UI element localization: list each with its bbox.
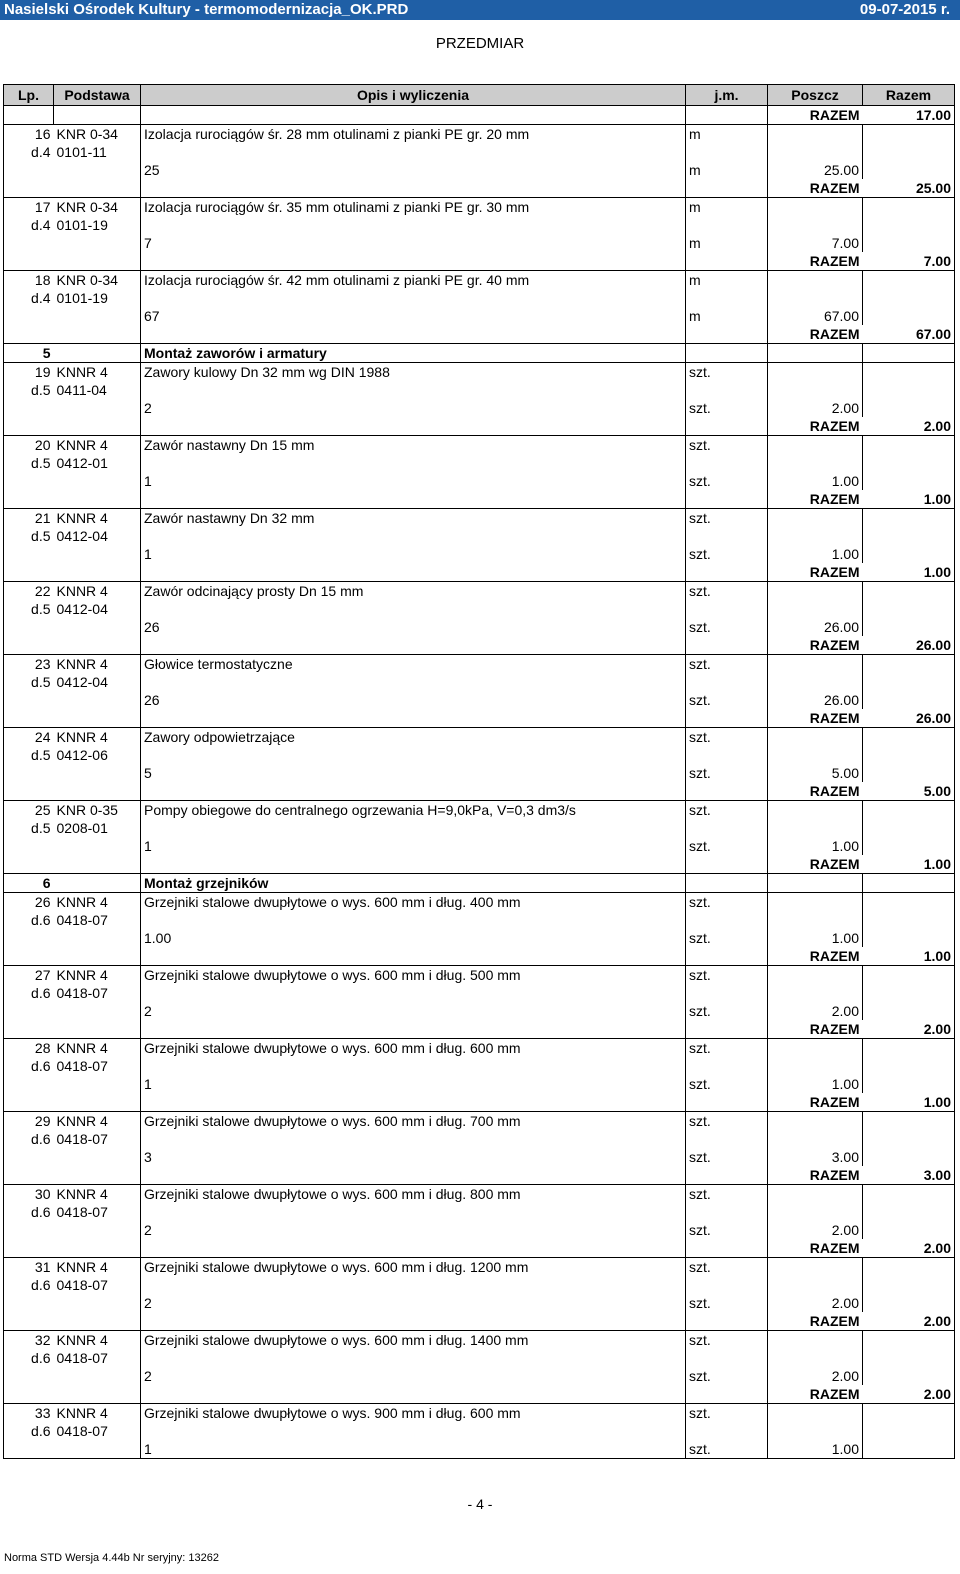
razem-value: 2.00: [863, 1239, 955, 1258]
item-description: Grzejniki stalowe dwupłytowe o wys. 600 mm i dług. 1200 mm: [141, 1258, 686, 1277]
item-lp: 17: [4, 198, 54, 217]
item-lp-sub: d.6: [4, 984, 54, 1002]
item-row: [4, 509, 955, 528]
item-unit: szt.: [686, 582, 768, 601]
calc-row: [4, 234, 955, 252]
calc-row: [4, 1221, 955, 1239]
page-number: - 4 -: [467, 1496, 493, 1512]
calc-unit: szt.: [686, 929, 768, 947]
calc-row: [4, 929, 955, 947]
calc-unit: m: [686, 161, 768, 179]
item-lp: 22: [4, 582, 54, 601]
col-header-opis: Opis i wyliczenia: [141, 85, 686, 106]
item-base: KNNR 4: [54, 1404, 141, 1423]
item-unit: szt.: [686, 893, 768, 912]
item-lp-sub: d.4: [4, 143, 54, 161]
item-base: KNNR 4: [54, 1185, 141, 1204]
calc-value: 1.00: [768, 929, 863, 947]
calc-value: 1.00: [768, 1075, 863, 1093]
item-unit: szt.: [686, 1039, 768, 1058]
item-row: [4, 1039, 955, 1058]
item-row: [4, 893, 955, 912]
item-lp-sub: d.6: [4, 1130, 54, 1148]
razem-row: [4, 709, 955, 728]
item-row-cont: [4, 1130, 955, 1148]
calc-row: [4, 1148, 955, 1166]
item-row-cont: [4, 911, 955, 929]
item-lp: 23: [4, 655, 54, 674]
item-row: [4, 1404, 955, 1423]
razem-label: RAZEM: [768, 563, 863, 582]
calc-value: 2.00: [768, 1367, 863, 1385]
calc-row: [4, 1075, 955, 1093]
razem-value: 2.00: [863, 1312, 955, 1331]
item-description: Grzejniki stalowe dwupłytowe o wys. 900 mm i dług. 600 mm: [141, 1404, 686, 1423]
item-description: Grzejniki stalowe dwupłytowe o wys. 600 mm i dług. 600 mm: [141, 1039, 686, 1058]
item-description: Grzejniki stalowe dwupłytowe o wys. 600 mm i dług. 500 mm: [141, 966, 686, 985]
col-header-poszcz: Poszcz: [768, 85, 863, 106]
item-row-cont: [4, 289, 955, 307]
item-description: Grzejniki stalowe dwupłytowe o wys. 600 mm i dług. 400 mm: [141, 893, 686, 912]
calc-expression: 67: [141, 307, 686, 325]
item-description: Zawór odcinający prosty Dn 15 mm: [141, 582, 686, 601]
document-title: Nasielski Ośrodek Kultury - termomodernizacja_OK.PRD: [4, 1, 409, 18]
section-number: 5: [4, 344, 54, 363]
razem-value: 7.00: [863, 252, 955, 271]
item-lp-sub: d.5: [4, 527, 54, 545]
calc-expression: 3: [141, 1148, 686, 1166]
item-row-cont: [4, 1203, 955, 1221]
razem-value: 2.00: [863, 1385, 955, 1404]
razem-value: 26.00: [863, 636, 955, 655]
item-base-code: 0208-01: [56, 820, 108, 836]
calc-row: [4, 1440, 955, 1459]
calc-expression: 2: [141, 399, 686, 417]
razem-label: RAZEM: [768, 490, 863, 509]
razem-label: RAZEM: [768, 709, 863, 728]
table-header-row: [4, 85, 955, 106]
item-lp-sub: d.6: [4, 1349, 54, 1367]
item-base-code: 0418-07: [56, 1204, 108, 1220]
item-lp-sub: d.6: [4, 1057, 54, 1075]
calc-row: [4, 1294, 955, 1312]
item-row-cont: [4, 1349, 955, 1367]
item-base: KNNR 4: [54, 582, 141, 601]
section-row: [4, 344, 955, 363]
item-lp: 30: [4, 1185, 54, 1204]
item-base: KNNR 4: [54, 655, 141, 674]
item-base: KNNR 4: [54, 1039, 141, 1058]
razem-value: 1.00: [863, 855, 955, 874]
item-row-cont: [4, 143, 955, 161]
calc-unit: szt.: [686, 1221, 768, 1239]
item-base: KNNR 4: [54, 1331, 141, 1350]
razem-row: [4, 1239, 955, 1258]
calc-expression: 26: [141, 691, 686, 709]
calc-expression: 25: [141, 161, 686, 179]
item-unit: m: [686, 198, 768, 217]
item-row-cont: [4, 984, 955, 1002]
calc-expression: 26: [141, 618, 686, 636]
razem-label: RAZEM: [768, 782, 863, 801]
calc-expression: 2: [141, 1221, 686, 1239]
razem-row: [4, 1093, 955, 1112]
calc-unit: szt.: [686, 399, 768, 417]
razem-label: RAZEM: [768, 325, 863, 344]
item-unit: szt.: [686, 966, 768, 985]
item-lp-sub: d.6: [4, 1276, 54, 1294]
item-description: Grzejniki stalowe dwupłytowe o wys. 600 mm i dług. 800 mm: [141, 1185, 686, 1204]
item-lp-sub: d.6: [4, 911, 54, 929]
item-base-code: 0418-07: [56, 1058, 108, 1074]
item-lp-sub: d.6: [4, 1422, 54, 1440]
item-lp: 33: [4, 1404, 54, 1423]
razem-label: RAZEM: [768, 1166, 863, 1185]
razem-row: [4, 563, 955, 582]
item-unit: szt.: [686, 1112, 768, 1131]
calc-row: [4, 837, 955, 855]
calc-value: 26.00: [768, 691, 863, 709]
razem-row: [4, 947, 955, 966]
item-base: KNNR 4: [54, 436, 141, 455]
item-description: Izolacja rurociągów śr. 28 mm otulinami z pianki PE gr. 20 mm: [141, 125, 686, 144]
razem-row: [4, 325, 955, 344]
item-description: Zawory odpowietrzające: [141, 728, 686, 747]
razem-value: 3.00: [863, 1166, 955, 1185]
calc-unit: szt.: [686, 1002, 768, 1020]
col-header-podstawa: Podstawa: [54, 85, 141, 106]
item-lp-sub: d.5: [4, 381, 54, 399]
calc-unit: szt.: [686, 1367, 768, 1385]
item-base-code: 0418-07: [56, 1131, 108, 1147]
item-base-code: 0412-04: [56, 528, 108, 544]
calc-value: 3.00: [768, 1148, 863, 1166]
calc-unit: m: [686, 234, 768, 252]
razem-label: RAZEM: [768, 855, 863, 874]
razem-value: 5.00: [863, 782, 955, 801]
razem-row: [4, 1020, 955, 1039]
item-unit: szt.: [686, 801, 768, 820]
item-row: [4, 436, 955, 455]
software-footer: Norma STD Wersja 4.44b Nr seryjny: 13262: [4, 1552, 219, 1564]
calc-unit: m: [686, 307, 768, 325]
razem-label: RAZEM: [768, 179, 863, 198]
item-row-cont: [4, 527, 955, 545]
razem-value: 1.00: [863, 563, 955, 582]
razem-row: [4, 782, 955, 801]
item-base: KNNR 4: [54, 509, 141, 528]
item-base-code: 0418-07: [56, 1423, 108, 1439]
razem-row: [4, 1385, 955, 1404]
razem-value: 17.00: [863, 106, 955, 125]
calc-value: 26.00: [768, 618, 863, 636]
calc-value: 5.00: [768, 764, 863, 782]
calc-expression: 1: [141, 472, 686, 490]
item-lp: 27: [4, 966, 54, 985]
item-base: KNR 0-34: [54, 198, 141, 217]
item-description: Pompy obiegowe do centralnego ogrzewania H=9,0kPa, V=0,3 dm3/s: [141, 801, 686, 820]
razem-label: RAZEM: [768, 947, 863, 966]
razem-row: [4, 1166, 955, 1185]
item-row: [4, 728, 955, 747]
razem-label: RAZEM: [768, 636, 863, 655]
item-base: KNNR 4: [54, 1112, 141, 1131]
document-subtitle: PRZEDMIAR: [435, 35, 525, 52]
calc-value: 1.00: [768, 472, 863, 490]
razem-row: [4, 1312, 955, 1331]
item-unit: szt.: [686, 1185, 768, 1204]
item-row: [4, 198, 955, 217]
item-lp: 29: [4, 1112, 54, 1131]
calc-row: [4, 618, 955, 636]
item-row: [4, 1258, 955, 1277]
item-lp-sub: d.5: [4, 600, 54, 618]
item-base-code: 0418-07: [56, 1277, 108, 1293]
calc-row: [4, 399, 955, 417]
calc-unit: szt.: [686, 1148, 768, 1166]
item-row-cont: [4, 819, 955, 837]
calc-value: 2.00: [768, 1002, 863, 1020]
calc-unit: szt.: [686, 545, 768, 563]
item-base-code: 0418-07: [56, 985, 108, 1001]
razem-label: RAZEM: [768, 1239, 863, 1258]
item-unit: szt.: [686, 1404, 768, 1423]
item-lp: 25: [4, 801, 54, 820]
item-row: [4, 1185, 955, 1204]
item-row-cont: [4, 746, 955, 764]
item-row: [4, 966, 955, 985]
calc-value: 1.00: [768, 837, 863, 855]
calc-unit: szt.: [686, 1440, 768, 1459]
calc-value: 2.00: [768, 1221, 863, 1239]
item-base-code: 0101-19: [56, 217, 108, 233]
item-description: Grzejniki stalowe dwupłytowe o wys. 600 mm i dług. 1400 mm: [141, 1331, 686, 1350]
calc-unit: szt.: [686, 472, 768, 490]
item-base-code: 0418-07: [56, 912, 108, 928]
item-base: KNNR 4: [54, 893, 141, 912]
calc-value: 7.00: [768, 234, 863, 252]
calc-unit: szt.: [686, 1075, 768, 1093]
item-row: [4, 271, 955, 290]
item-base-code: 0412-04: [56, 674, 108, 690]
item-lp: 26: [4, 893, 54, 912]
item-row: [4, 1331, 955, 1350]
calc-value: 2.00: [768, 1294, 863, 1312]
calc-unit: szt.: [686, 1294, 768, 1312]
item-row: [4, 363, 955, 382]
calc-row: [4, 691, 955, 709]
calc-unit: szt.: [686, 691, 768, 709]
col-header-jm: j.m.: [686, 85, 768, 106]
calc-expression: 1.00: [141, 929, 686, 947]
razem-value: 26.00: [863, 709, 955, 728]
razem-label: RAZEM: [768, 1312, 863, 1331]
calc-expression: 2: [141, 1002, 686, 1020]
section-title: Montaż zaworów i armatury: [141, 344, 686, 363]
item-description: Izolacja rurociągów śr. 35 mm otulinami z pianki PE gr. 30 mm: [141, 198, 686, 217]
calc-expression: 1: [141, 1075, 686, 1093]
item-base-code: 0412-06: [56, 747, 108, 763]
item-row-cont: [4, 1422, 955, 1440]
calc-expression: 1: [141, 1440, 686, 1459]
item-base: KNR 0-35: [54, 801, 141, 820]
calc-value: 2.00: [768, 399, 863, 417]
item-row-cont: [4, 673, 955, 691]
calc-expression: 1: [141, 545, 686, 563]
item-base: KNNR 4: [54, 1258, 141, 1277]
item-base-code: 0411-04: [56, 382, 107, 398]
calc-expression: 7: [141, 234, 686, 252]
calc-unit: szt.: [686, 837, 768, 855]
razem-label: RAZEM: [768, 417, 863, 436]
item-unit: m: [686, 271, 768, 290]
item-base-code: 0101-19: [56, 290, 108, 306]
item-lp: 32: [4, 1331, 54, 1350]
item-lp: 19: [4, 363, 54, 382]
item-base: KNR 0-34: [54, 125, 141, 144]
calc-value: 67.00: [768, 307, 863, 325]
razem-value: 67.00: [863, 325, 955, 344]
razem-label: RAZEM: [768, 1020, 863, 1039]
item-base-code: 0101-11: [56, 144, 107, 160]
col-header-lp: Lp.: [4, 85, 54, 106]
calc-value: 25.00: [768, 161, 863, 179]
section-title: Montaż grzejników: [141, 874, 686, 893]
carryover-razem-row: [4, 106, 955, 125]
item-row: [4, 125, 955, 144]
item-base: KNR 0-34: [54, 271, 141, 290]
item-lp-sub: d.5: [4, 746, 54, 764]
document-header-bar: [0, 0, 960, 20]
item-description: Zawór nastawny Dn 32 mm: [141, 509, 686, 528]
item-description: Głowice termostatyczne: [141, 655, 686, 674]
item-lp: 20: [4, 436, 54, 455]
item-unit: szt.: [686, 1331, 768, 1350]
item-description: Izolacja rurociągów śr. 42 mm otulinami z pianki PE gr. 40 mm: [141, 271, 686, 290]
item-row-cont: [4, 381, 955, 399]
estimate-table: [3, 84, 955, 1459]
item-description: Grzejniki stalowe dwupłytowe o wys. 600 mm i dług. 700 mm: [141, 1112, 686, 1131]
item-row-cont: [4, 216, 955, 234]
calc-unit: szt.: [686, 764, 768, 782]
item-lp-sub: d.5: [4, 673, 54, 691]
razem-value: 1.00: [863, 947, 955, 966]
item-unit: szt.: [686, 728, 768, 747]
item-unit: szt.: [686, 436, 768, 455]
calc-row: [4, 161, 955, 179]
item-lp: 28: [4, 1039, 54, 1058]
calc-row: [4, 764, 955, 782]
calc-expression: 2: [141, 1367, 686, 1385]
razem-value: 1.00: [863, 1093, 955, 1112]
col-header-razem: Razem: [863, 85, 955, 106]
razem-row: [4, 179, 955, 198]
item-row-cont: [4, 1057, 955, 1075]
item-base-code: 0418-07: [56, 1350, 108, 1366]
item-lp: 16: [4, 125, 54, 144]
calc-expression: 2: [141, 1294, 686, 1312]
calc-unit: szt.: [686, 618, 768, 636]
item-row: [4, 801, 955, 820]
calc-value: 1.00: [768, 1440, 863, 1459]
item-row: [4, 582, 955, 601]
item-lp-sub: d.4: [4, 216, 54, 234]
razem-row: [4, 252, 955, 271]
item-description: Zawór nastawny Dn 15 mm: [141, 436, 686, 455]
item-lp-sub: d.4: [4, 289, 54, 307]
item-lp: 18: [4, 271, 54, 290]
item-row: [4, 1112, 955, 1131]
item-unit: szt.: [686, 655, 768, 674]
item-row-cont: [4, 454, 955, 472]
document-date: 09-07-2015 r.: [859, 1, 950, 18]
item-row-cont: [4, 600, 955, 618]
section-number: 6: [4, 874, 54, 893]
item-lp-sub: d.5: [4, 819, 54, 837]
razem-value: 25.00: [863, 179, 955, 198]
calc-expression: 1: [141, 837, 686, 855]
item-base-code: 0412-01: [56, 455, 108, 471]
calc-row: [4, 1002, 955, 1020]
item-base: KNNR 4: [54, 363, 141, 382]
item-row: [4, 655, 955, 674]
razem-row: [4, 855, 955, 874]
razem-value: 2.00: [863, 1020, 955, 1039]
calc-row: [4, 307, 955, 325]
razem-label: RAZEM: [768, 106, 863, 125]
item-lp: 24: [4, 728, 54, 747]
razem-row: [4, 636, 955, 655]
item-unit: szt.: [686, 509, 768, 528]
calc-row: [4, 1367, 955, 1385]
item-unit: szt.: [686, 363, 768, 382]
item-base-code: 0412-04: [56, 601, 108, 617]
item-lp: 31: [4, 1258, 54, 1277]
item-base: KNNR 4: [54, 966, 141, 985]
calc-value: 1.00: [768, 545, 863, 563]
item-base: KNNR 4: [54, 728, 141, 747]
item-lp-sub: d.6: [4, 1203, 54, 1221]
calc-expression: 5: [141, 764, 686, 782]
item-unit: szt.: [686, 1258, 768, 1277]
section-row: [4, 874, 955, 893]
item-unit: m: [686, 125, 768, 144]
calc-row: [4, 472, 955, 490]
razem-label: RAZEM: [768, 1385, 863, 1404]
razem-label: RAZEM: [768, 252, 863, 271]
item-lp-sub: d.5: [4, 454, 54, 472]
calc-row: [4, 545, 955, 563]
item-row-cont: [4, 1276, 955, 1294]
razem-row: [4, 417, 955, 436]
razem-value: 2.00: [863, 417, 955, 436]
item-lp: 21: [4, 509, 54, 528]
item-description: Zawory kulowy Dn 32 mm wg DIN 1988: [141, 363, 686, 382]
razem-value: 1.00: [863, 490, 955, 509]
razem-label: RAZEM: [768, 1093, 863, 1112]
razem-row: [4, 490, 955, 509]
